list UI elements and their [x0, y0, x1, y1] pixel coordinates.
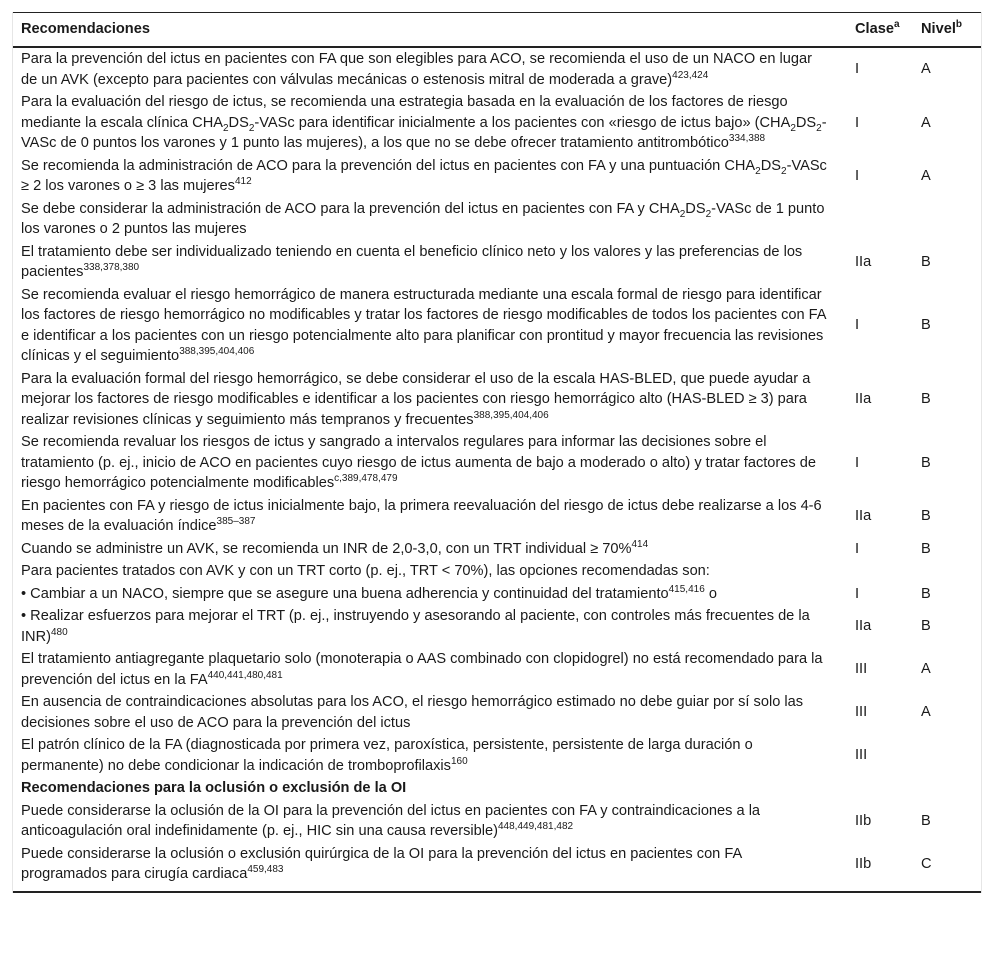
text-fragment: Se recomienda revaluar los riesgos de ictus y sangrado a intervalos regulares para informar las decisiones sobre el tratamiento (p. ej., inicio de ACO en pacientes cuyo riesgo de ictus aumenta de bajo a moderado o alto) y tratar factores de riesgo hemorrágico potencialmente modificables	[21, 434, 816, 491]
recommendation-text	[13, 494, 835, 537]
class-cell: III	[855, 747, 868, 764]
level-cell	[913, 734, 981, 777]
reference-superscript: 448,449,481,482	[498, 821, 574, 832]
text-fragment: Para la evaluación formal del riesgo hemorrágico, se debe considerar el uso de la escala HAS-BLED, que puede ayudar a mejorar los factores de riesgo modificables e identificar a los pacientes con riesgo hemorrágico alto (HAS-BLED ≥ 3) para realizar revisiones clínicas y seguimiento más tempranos y frecuentes	[21, 370, 811, 428]
header-class-footnote: a	[893, 19, 900, 30]
text-fragment: DS	[685, 200, 706, 217]
text-fragment: DS	[228, 114, 249, 131]
recommendation-text	[13, 47, 835, 91]
table-row	[13, 367, 981, 431]
class-cell: I	[855, 454, 860, 471]
text-fragment: Para pacientes tratados con AVK y con un TRT corto (p. ej., TRT < 70%), las opciones recomendadas son:	[21, 563, 710, 579]
reference-superscript: 160	[450, 755, 468, 767]
recommendation-text	[13, 283, 835, 367]
text-fragment: -VASc ≥ 2 los varones o ≥ 3 las mujeres	[21, 157, 827, 194]
table-row	[13, 842, 981, 892]
table-row	[13, 91, 981, 155]
reference-superscript: 440,441,480,481	[207, 669, 283, 681]
reference-superscript: 388,395,404,406	[473, 409, 549, 421]
reference-superscript: 423,424	[672, 69, 709, 81]
table-row	[13, 154, 981, 197]
class-cell: I	[855, 585, 860, 602]
text-fragment: DS	[795, 114, 817, 131]
level-cell: A	[921, 61, 931, 78]
level-cell: B	[921, 812, 931, 829]
text-fragment: Se recomienda la administración de ACO para la prevención del ictus en pacientes con FA y una puntuación CHA	[21, 157, 756, 174]
reference-superscript: 385–387	[216, 516, 256, 527]
class-cell: IIa	[855, 391, 872, 407]
reference-superscript: 412	[234, 176, 252, 187]
header-recommendations	[13, 13, 835, 47]
text-fragment: El tratamiento antiagregante plaquetario solo (monoterapia o AAS combinado con clopidogrel) no está recomendado para la prevención del ictus en la FA	[21, 651, 823, 688]
table-body	[13, 47, 981, 892]
class-cell: IIa	[855, 507, 872, 524]
table-row	[13, 197, 981, 240]
text-fragment: -VASc de 0 puntos los varones y 1 punto las mujeres), a los que no se debe ofrecer tratamiento antitrombótico	[21, 114, 827, 151]
recommendation-text	[13, 537, 835, 560]
class-cell: I	[855, 167, 860, 184]
level-cell	[913, 777, 981, 800]
text-fragment: Puede considerarse la oclusión o exclusión quirúrgica de la OI para la prevención del ictus en pacientes con FA programados para cirugía cardiaca	[21, 845, 742, 882]
table-row	[13, 648, 981, 691]
text-fragment: En ausencia de contraindicaciones absolutas para los ACO, el riesgo hemorrágico estimado no debe guiar por sí solo las decisiones sobre el uso de ACO para la prevención del ictus	[21, 694, 804, 731]
reference-superscript: 414	[631, 538, 649, 550]
subscript: 2	[222, 122, 229, 134]
level-cell	[913, 560, 981, 583]
header-class	[835, 13, 913, 47]
recommendation-text	[13, 799, 835, 842]
text-fragment: DS	[760, 157, 782, 174]
table-row	[13, 691, 981, 734]
text-fragment: El patrón clínico de la FA (diagnosticada por primera vez, paroxística, persistente, persistente de larga duración o permanente) no debe condicionar la indicación de tromboprofilaxis	[21, 737, 753, 774]
level-cell: B	[921, 618, 931, 635]
level-cell: A	[921, 661, 931, 678]
subscript: 2	[790, 122, 796, 134]
level-cell: B	[921, 454, 931, 471]
class-cell: I	[855, 540, 860, 557]
text-fragment: -VASc para identificar inicialmente a los pacientes con «riesgo de ictus bajo» (CHA	[254, 114, 791, 131]
level-cell: B	[921, 585, 931, 602]
text-fragment: En pacientes con FA y riesgo de ictus inicialmente bajo, la primera reevaluación del riesgo de ictus debe realizarse a los 4-6 meses de la evaluación índice	[21, 497, 822, 534]
recommendation-text	[13, 560, 835, 583]
header-recommendations-label: Recomendaciones	[21, 21, 150, 37]
class-cell: I	[855, 114, 860, 131]
class-cell	[835, 560, 913, 583]
subscript: 2	[816, 122, 822, 134]
text-fragment: Cuando se administre un AVK, se recomienda un INR de 2,0-3,0, con un TRT individual ≥ 70%	[21, 540, 632, 557]
header-level-label: Nivel	[921, 21, 956, 37]
recommendation-text	[13, 842, 835, 892]
text-fragment: Se recomienda evaluar el riesgo hemorrágico de manera estructurada mediante una escala formal de riesgo para identificar los factores de riesgo hemorrágico no modificables y tratar los factores de riesgo modificables de todos los pacientes con FA e identificar a los pacientes con un riesgo potencialmente alto para planificar con prontitud y mayor frecuencia las revisiones clínicas y el seguimiento	[21, 286, 826, 364]
text-fragment: • Realizar esfuerzos para mejorar el TRT (p. ej., instruyendo y asesorando al paciente, con controles más frecuentes de la INR)	[21, 608, 810, 645]
class-cell: IIb	[855, 855, 872, 872]
recommendation-text	[13, 605, 835, 648]
class-cell: IIb	[855, 812, 872, 829]
class-cell: IIa	[855, 618, 872, 635]
level-cell: B	[921, 317, 931, 334]
recommendation-text	[13, 240, 835, 283]
header-level-footnote: b	[955, 19, 962, 30]
class-cell: IIa	[855, 253, 872, 270]
table-row	[13, 734, 981, 777]
recommendation-text	[13, 582, 835, 605]
text-fragment: Recomendaciones para la oclusión o exclusión de la OI	[21, 780, 407, 796]
subscript: 2	[248, 122, 255, 134]
table-row	[13, 560, 981, 583]
text-fragment: Para la prevención del ictus en pacientes con FA que son elegibles para ACO, se recomienda el uso de un NACO en lugar de un AVK (excepto para pacientes con válvulas mecánicas o estenosis mitral de moderada a grave)	[21, 51, 812, 88]
table-row	[13, 47, 981, 91]
table-header-row	[13, 13, 981, 47]
text-fragment: Para la evaluación del riesgo de ictus, se recomienda una estrategia basada en la evaluación de los factores de riesgo mediante la escala clínica CHA	[21, 94, 788, 131]
recommendations-table	[13, 12, 981, 893]
table-row	[13, 799, 981, 842]
class-cell: I	[855, 61, 860, 78]
table-row	[13, 494, 981, 537]
level-cell: C	[921, 855, 932, 872]
level-cell	[913, 197, 981, 240]
text-fragment: • Cambiar a un NACO, siempre que se asegure una buena adherencia y continuidad del tratamiento	[21, 585, 669, 602]
text-fragment: Puede considerarse la oclusión de la OI para la prevención del ictus en pacientes con FA y contraindicaciones a la anticoagulación oral indefinidamente (p. ej., HIC sin una causa reversible)	[21, 802, 761, 839]
text-fragment: o	[704, 585, 717, 602]
level-cell: A	[921, 114, 931, 131]
text-fragment: Se debe considerar la administración de ACO para la prevención del ictus en pacientes con FA y CHA	[21, 200, 680, 217]
reference-superscript: 334,388	[728, 133, 766, 144]
section-header-row	[13, 777, 981, 800]
level-cell: A	[921, 167, 931, 184]
table-row	[13, 582, 981, 605]
recommendation-text	[13, 367, 835, 431]
header-class-label: Clase	[855, 21, 894, 37]
recommendation-text	[13, 734, 835, 777]
level-cell: B	[921, 507, 931, 524]
class-cell	[835, 777, 913, 800]
reference-superscript: 415,416	[668, 583, 705, 595]
table-row	[13, 431, 981, 495]
class-cell: I	[855, 317, 860, 334]
recommendations-table-container	[12, 12, 982, 893]
level-cell: A	[921, 704, 931, 721]
class-cell	[835, 197, 913, 240]
reference-superscript: c,389,478,479	[334, 473, 398, 484]
recommendation-text	[13, 691, 835, 734]
subscript: 2	[679, 208, 686, 220]
text-fragment: El tratamiento debe ser individualizado teniendo en cuenta el beneficio clínico neto y los valores y las preferencias de los pacientes	[21, 243, 803, 280]
reference-superscript: 388,395,404,406	[179, 346, 255, 357]
subscript: 2	[755, 165, 761, 177]
recommendation-text	[13, 91, 835, 155]
reference-superscript: 459,483	[247, 864, 284, 875]
table-row	[13, 537, 981, 560]
level-cell: B	[921, 253, 931, 270]
table-row	[13, 605, 981, 648]
subscript: 2	[705, 208, 712, 220]
level-cell: B	[921, 391, 931, 407]
reference-superscript: 338,378,380	[83, 262, 140, 273]
recommendation-text	[13, 154, 835, 197]
subscript: 2	[781, 165, 787, 177]
table-row	[13, 240, 981, 283]
text-fragment: -VASc de 1 punto los varones o 2 puntos las mujeres	[21, 200, 825, 237]
recommendation-text	[13, 431, 835, 495]
table-row	[13, 283, 981, 367]
level-cell: B	[921, 540, 931, 557]
recommendation-text	[13, 197, 835, 240]
section-title	[13, 777, 835, 800]
reference-superscript: 480	[51, 626, 68, 638]
recommendation-text	[13, 648, 835, 691]
class-cell: III	[855, 661, 868, 678]
class-cell: III	[855, 704, 868, 721]
header-level	[913, 13, 981, 47]
